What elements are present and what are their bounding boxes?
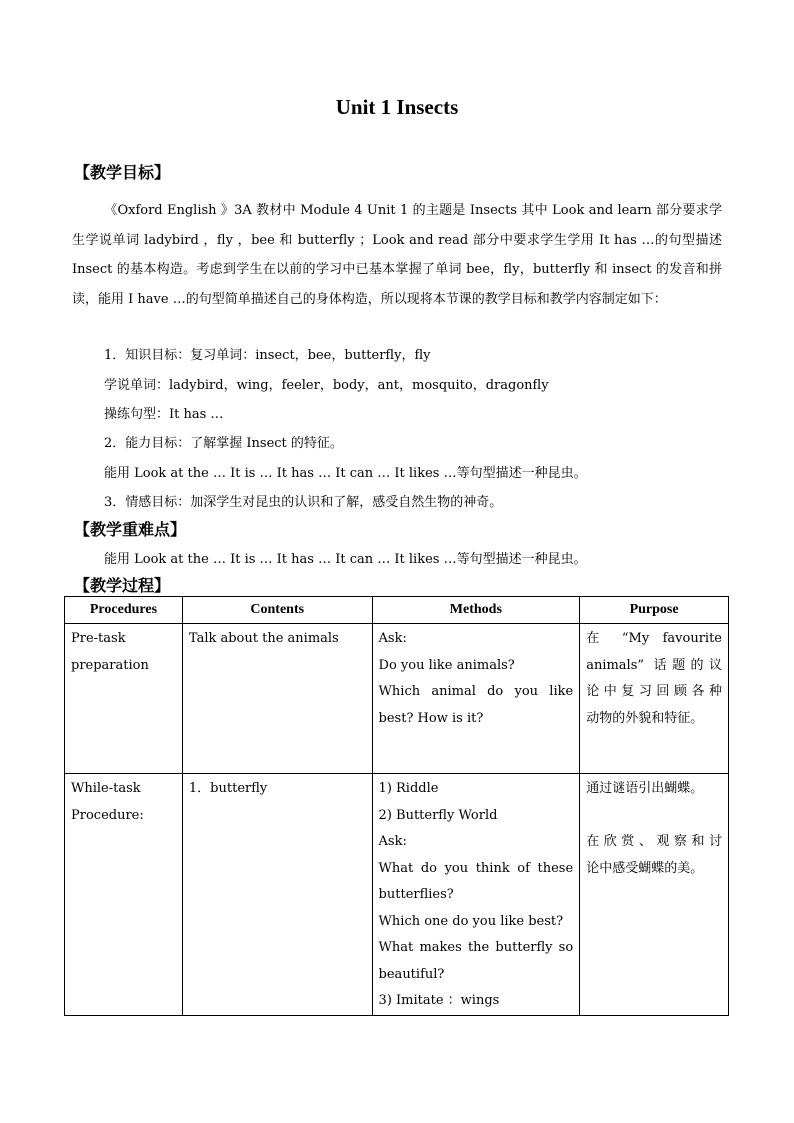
goal-knowledge: 1．知识目标：复习单词：insect，bee，butterfly，fly bbox=[104, 348, 431, 363]
methods-line: Which one do you like best? bbox=[378, 913, 564, 929]
intro-text: 《Oxford English 》3A 教材中 Module 4 Unit 1 的主题是 Insects 其中 Look and learn 部分要求学生学说单词 ladybird ，fly ，bee 和 butterfly ；Look and read 部分中要求学生学用 It has …的句型描述 Insect 的基本构造。考虑到学生在以前的学习中已基本掌握了单词 bee，fly，butterfly 和 insect 的发音和拼读，能用 I have …的句型简单描述自己的身体构造，所以现将本节课的教学目标和教学内容制定如下： bbox=[72, 203, 722, 307]
methods-cell bbox=[372, 774, 580, 1016]
key-points-heading: 【教学重难点】 bbox=[74, 520, 187, 539]
content-line: Talk about the animals bbox=[188, 631, 339, 646]
key-points-detail: 能用 Look at the … It is … It has … It can … It likes …等句型描述一种昆虫。 bbox=[104, 552, 587, 567]
purpose-line: 动物的外貌和特征。 bbox=[586, 710, 704, 726]
methods-line: Which animal do you like bbox=[378, 684, 574, 699]
table-row bbox=[65, 774, 729, 1016]
methods-line: What makes the butterfly so bbox=[378, 940, 574, 955]
header-procedures: Procedures bbox=[65, 597, 183, 624]
goal-ability: 2．能力目标：了解掌握 Insect 的特征。 bbox=[104, 436, 343, 451]
methods-line: Do you like animals? bbox=[378, 657, 515, 673]
header-methods: Methods bbox=[372, 597, 580, 624]
table-header-row bbox=[65, 597, 729, 624]
purpose-line: 论中复习回顾各种 bbox=[586, 684, 722, 699]
header-contents: Contents bbox=[182, 597, 372, 624]
purpose-cell bbox=[580, 624, 729, 774]
methods-line: 2) Butterfly World bbox=[378, 807, 498, 823]
methods-line: 1) Riddle bbox=[378, 781, 439, 796]
methods-line: beautiful? bbox=[378, 966, 445, 982]
purpose-line: 在欣赏、观察和讨 bbox=[586, 834, 722, 849]
purpose-line: 论中感受蝴蝶的美。 bbox=[586, 860, 704, 876]
procedure-line: Procedure: bbox=[71, 807, 144, 823]
goals-heading: 【教学目标】 bbox=[74, 163, 171, 182]
table-row bbox=[65, 624, 729, 774]
goal-knowledge-pattern: 操练句型：It has … bbox=[104, 407, 224, 422]
purpose-cell bbox=[580, 774, 729, 1016]
procedure-line: preparation bbox=[71, 657, 149, 673]
procedure-cell bbox=[65, 774, 183, 1016]
methods-line: butterflies? bbox=[378, 887, 454, 902]
procedure-line: While-task bbox=[71, 781, 141, 796]
methods-line: Ask: bbox=[378, 834, 407, 849]
procedure-cell bbox=[65, 624, 183, 774]
content-cell bbox=[182, 624, 372, 774]
methods-line: What do you think of these bbox=[378, 860, 574, 876]
goal-emotion: 3．情感目标：加深学生对昆虫的认识和了解，感受自然生物的神奇。 bbox=[104, 495, 503, 510]
process-table bbox=[64, 596, 729, 1016]
goal-ability-detail: 能用 Look at the … It is … It has … It can … It likes …等句型描述一种昆虫。 bbox=[104, 466, 587, 481]
header-purpose: Purpose bbox=[580, 597, 729, 624]
intro-paragraph bbox=[72, 196, 722, 314]
page-title: Unit 1 Insects bbox=[335, 95, 459, 119]
procedure-line: Pre-task bbox=[71, 631, 126, 646]
purpose-line: 通过谜语引出蝴蝶。 bbox=[586, 781, 704, 796]
process-heading: 【教学过程】 bbox=[74, 576, 171, 595]
methods-line: 3) Imitate ：wings bbox=[378, 993, 500, 1008]
purpose-spacer bbox=[586, 803, 722, 830]
purpose-line: animals” 话题的议 bbox=[586, 657, 722, 673]
methods-line: Ask: bbox=[378, 631, 407, 646]
purpose-line: 在 “My favourite bbox=[586, 631, 722, 646]
methods-cell bbox=[372, 624, 580, 774]
goal-knowledge-words: 学说单词：ladybird，wing，feeler，body，ant，mosquito，dragonfly bbox=[104, 378, 549, 393]
content-cell bbox=[182, 774, 372, 1016]
content-line: 1．butterfly bbox=[188, 781, 268, 796]
methods-line: best? How is it? bbox=[378, 710, 484, 726]
